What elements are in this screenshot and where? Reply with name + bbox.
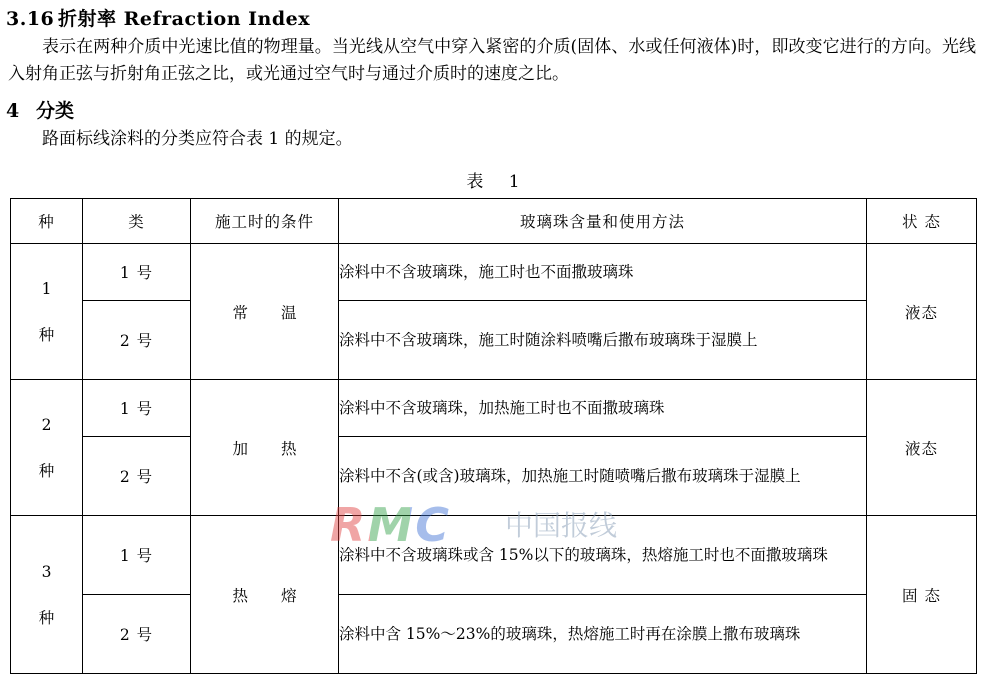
watermark-site-text: 中国报线	[505, 509, 618, 542]
section-heading-4	[0, 88, 986, 124]
section-number: 3.16	[6, 8, 55, 30]
classification-table	[10, 198, 977, 674]
cell-state-2: 液态	[867, 380, 977, 516]
kind-suffix: 种	[38, 608, 55, 627]
kind-number: 2	[41, 415, 52, 434]
cell-condition-1: 常 温	[191, 244, 339, 380]
cell-state-3: 固 态	[867, 516, 977, 674]
kind-suffix: 种	[38, 325, 55, 344]
cell-condition-3: 热 熔	[191, 516, 339, 674]
cell-type-2-1: 1 号	[83, 380, 191, 437]
cell-type-2-2: 2 号	[83, 437, 191, 516]
cell-kind-1	[11, 244, 83, 380]
cell-type-1-1: 1 号	[83, 244, 191, 301]
cell-desc-1-2: 涂料中不含玻璃珠，施工时随涂料喷嘴后撒布玻璃珠于湿膜上	[339, 301, 867, 380]
cell-desc-2-2: 涂料中不含(或含)玻璃珠，加热施工时随喷嘴后撒布玻璃珠于湿膜上	[339, 437, 867, 516]
cell-type-3-1: 1 号	[83, 516, 191, 595]
cell-type-3-2: 2 号	[83, 595, 191, 674]
cell-desc-3-2: 涂料中含 15%～23%的玻璃珠，热熔施工时再在涂膜上撒布玻璃珠	[339, 595, 867, 674]
table-row	[11, 516, 977, 595]
kind-number: 3	[41, 562, 52, 581]
cell-desc-1-1: 涂料中不含玻璃珠，施工时也不面撒玻璃珠	[339, 244, 867, 301]
kind-suffix: 种	[38, 461, 55, 480]
table-row	[11, 595, 977, 674]
cell-state-1: 液态	[867, 244, 977, 380]
paragraph-4: 路面标线涂料的分类应符合表 1 的规定。	[42, 129, 353, 149]
table-row	[11, 244, 977, 301]
section-heading-3-16	[0, 0, 986, 32]
cell-desc-2-1: 涂料中不含玻璃珠，加热施工时也不面撒玻璃珠	[339, 380, 867, 437]
cell-kind-2	[11, 380, 83, 516]
table-caption: 表 1	[466, 172, 530, 192]
table-row	[11, 437, 977, 516]
watermark-logo: RMC	[330, 498, 451, 552]
kind-number: 1	[41, 279, 52, 298]
cell-desc-3-1: 涂料中不含玻璃珠或含 15%以下的玻璃珠，热熔施工时也不面撒玻璃珠	[339, 516, 867, 595]
header-state: 状 态	[867, 199, 977, 244]
table-header-row	[11, 199, 977, 244]
cell-type-1-2: 2 号	[83, 301, 191, 380]
cell-condition-2: 加 热	[191, 380, 339, 516]
header-condition: 施工时的条件	[191, 199, 339, 244]
cell-kind-3	[11, 516, 83, 674]
section-title: 折射率 Refraction Index	[58, 8, 311, 30]
header-type: 类	[83, 199, 191, 244]
table-row	[11, 301, 977, 380]
table-row	[11, 380, 977, 437]
paragraph-3-16: 表示在两种介质中光速比值的物理量。当光线从空气中穿入紧密的介质(固体、水或任何液体)时，即改变它进行的方向。光线入射角正弦与折射角正弦之比，或光通过空气时与通过介质时的速度之比。	[8, 37, 976, 84]
header-kind: 种	[11, 199, 83, 244]
section-number: 4	[6, 100, 20, 122]
header-beads: 玻璃珠含量和使用方法	[339, 199, 867, 244]
table-container	[0, 198, 986, 674]
section-title: 分类	[36, 100, 75, 122]
